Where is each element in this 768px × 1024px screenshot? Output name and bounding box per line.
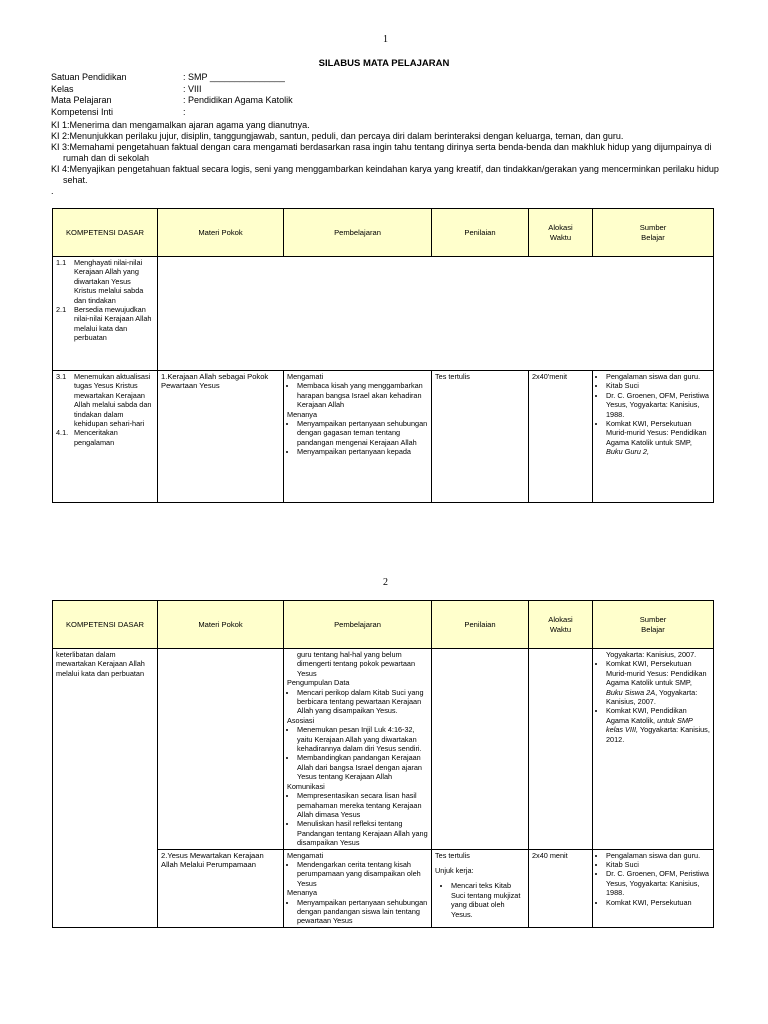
header-text: Waktu bbox=[549, 624, 572, 634]
kd-text: Menghayati nilai-nilai Kerajaan Allah yang diwartakan Yesus Kristus melalui sabda dan tindakan bbox=[74, 258, 144, 305]
source-item: • Dr. C. Groenen, OFM, Peristiwa Yesus, Yogyakarta: Kanisius, 1988. bbox=[606, 391, 710, 419]
table-row bbox=[53, 649, 714, 850]
table-header-row bbox=[53, 209, 714, 257]
source-title: untuk SMP kelas VIII, bbox=[606, 715, 693, 735]
alokasi-cell: 2x40'menit bbox=[529, 371, 593, 503]
ki-text: Memahami pengetahuan faktual dengan cara mengamati berdasarkan rasa ingin tahu tentang dirinya serta benda-benda dan makhluk hidup yang dijumpainya di bbox=[69, 142, 712, 152]
kd-number: 2.1 bbox=[56, 305, 67, 315]
activity-heading: Pengumpulan Data bbox=[287, 678, 350, 688]
activity-item: • Menuliskan hasil refleksi tentang Pandangan tentang Kerajaan Allah yang disampaikan Yesus bbox=[297, 819, 428, 847]
activity-heading: Menanya bbox=[287, 409, 318, 419]
empty-cell bbox=[158, 257, 714, 371]
source-text: , Yogyakarta: Kanisius, 2007. bbox=[606, 687, 698, 707]
header-alokasi-waktu bbox=[529, 601, 593, 649]
activity-item: • Membandingkan pandangan Kerajaan Allah dari bangsa Israel dengan ajaran Yesus tentang Kerajaan Allah bbox=[297, 753, 428, 781]
syllabus-table-page-1 bbox=[52, 208, 714, 503]
meta-value: : VIII bbox=[183, 83, 202, 94]
materi-cell: 1.Kerajaan Allah sebagai Pokok Pewartaan Yesus bbox=[158, 371, 284, 503]
source-text: Yogyakarta: Kanisius, 2012. bbox=[606, 725, 710, 744]
source-text: Komkat KWI, Persekutuan Murid-murid Yesus: Pendidikan Agama Katolik untuk SMP, bbox=[606, 419, 707, 447]
header-pembelajaran: Pembelajaran bbox=[284, 601, 432, 649]
page-number: 2 bbox=[383, 577, 388, 588]
materi-cell bbox=[158, 649, 284, 850]
ki-label: KI 4: bbox=[51, 164, 70, 174]
header-sumber-belajar bbox=[593, 209, 714, 257]
source-item: • Kitab Suci bbox=[606, 381, 710, 390]
penilaian-cell bbox=[432, 849, 529, 927]
trailing-dot: . bbox=[51, 186, 54, 196]
header-text: Alokasi bbox=[548, 223, 573, 232]
meta-key: Satuan Pendidikan bbox=[51, 72, 127, 82]
header-sumber-belajar bbox=[593, 601, 714, 649]
ki-label: KI 1: bbox=[51, 120, 70, 130]
meta-value: : SMP _______________ bbox=[183, 72, 285, 82]
meta-key: Mata Pelajaran bbox=[51, 95, 112, 105]
source-text: Komkat KWI, Pendidikan Agama Katolik, bbox=[606, 706, 687, 725]
pembelajaran-cell bbox=[284, 371, 432, 503]
kd-number: 1.1 bbox=[56, 258, 67, 267]
kd-cell bbox=[53, 371, 158, 503]
ki-continuation: sehat. bbox=[63, 175, 88, 185]
source-title: Buku Guru 2, bbox=[606, 447, 649, 457]
assessment-type: Tes tertulis bbox=[435, 850, 470, 860]
meta-value: : bbox=[183, 106, 186, 117]
document-title: SILABUS MATA PELAJARAN bbox=[318, 58, 450, 69]
penilaian-cell: Tes tertulis bbox=[432, 371, 529, 503]
page-2 bbox=[0, 560, 768, 1024]
activity-item: • Menyampaikan pertanyaan kepada bbox=[297, 447, 428, 456]
sumber-cell bbox=[593, 649, 714, 850]
ki-item bbox=[51, 131, 731, 142]
kompetensi-inti-list bbox=[51, 120, 731, 197]
pembelajaran-cell bbox=[284, 849, 432, 927]
kd-cell bbox=[53, 257, 158, 371]
source-item: • Kitab Suci bbox=[606, 860, 710, 869]
source-item bbox=[606, 419, 710, 457]
activity-heading: Mengamati bbox=[287, 850, 324, 860]
header-kompetensi-dasar: KOMPETENSI DASAR bbox=[53, 209, 158, 257]
activity-item: • Membaca kisah yang menggambarkan harapan bangsa Israel akan kehadiran Kerajaan Allah bbox=[297, 381, 428, 409]
header-text: Waktu bbox=[549, 232, 572, 242]
header-penilaian: Penilaian bbox=[432, 601, 529, 649]
assessment-item: • Mencari teks Kitab Suci tentang mukjizat yang dibuat oleh Yesus. bbox=[451, 881, 525, 919]
header-text: Sumber bbox=[639, 615, 667, 624]
activity-heading: Asosiasi bbox=[287, 715, 315, 725]
header-materi-pokok: Materi Pokok bbox=[158, 601, 284, 649]
kd-text: Menemukan aktualisasi tugas Yesus Kristus mewartakan Kerajaan Allah melalui sabda dan tindakan dalam kehidupan sehari-hari bbox=[74, 372, 152, 429]
kd-text: Bersedia mewujudkan nilai-nilai Kerajaan Allah melalui kata dan perbuatan bbox=[74, 305, 152, 343]
activity-continuation: guru tentang hal-hal yang belum dimengerti tentang pokok pewartaan Yesus bbox=[297, 650, 416, 678]
header-text: Belajar bbox=[641, 624, 665, 634]
page-number: 1 bbox=[383, 34, 388, 45]
meta-key: Kompetensi Inti bbox=[51, 106, 114, 117]
header-kompetensi-dasar: KOMPETENSI DASAR bbox=[53, 601, 158, 649]
activity-heading: Komunikasi bbox=[287, 781, 325, 791]
meta-value: : Pendidikan Agama Katolik bbox=[183, 95, 293, 105]
ki-item bbox=[51, 142, 731, 153]
header-materi-pokok: Materi Pokok bbox=[158, 209, 284, 257]
activity-item: • Mencari perikop dalam Kitab Suci yang berbicara tentang pewartaan Kerajaan Allah yang disampaikan Yesus. bbox=[297, 688, 428, 716]
kd-number: 4.1. bbox=[56, 428, 69, 438]
header-alokasi-waktu bbox=[529, 209, 593, 257]
source-item: • Dr. C. Groenen, OFM, Peristiwa Yesus, Yogyakarta: Kanisius, 1988. bbox=[606, 869, 710, 897]
activity-heading: Menanya bbox=[287, 888, 318, 898]
syllabus-table-page-2 bbox=[52, 600, 714, 928]
header-text: Alokasi bbox=[548, 615, 573, 624]
sumber-cell bbox=[593, 371, 714, 503]
source-item bbox=[606, 659, 710, 706]
ki-label: KI 3: bbox=[51, 142, 70, 152]
sumber-cell bbox=[593, 849, 714, 927]
document-meta bbox=[51, 72, 293, 118]
source-continuation: Yogyakarta: Kanisius, 2007. bbox=[606, 650, 697, 659]
kd-text: Menceritakan pengalaman bbox=[74, 428, 118, 447]
alokasi-cell: 2x40 menit bbox=[529, 849, 593, 927]
meta-key: Kelas bbox=[51, 83, 74, 94]
penilaian-cell bbox=[432, 649, 529, 850]
ki-text: Menyajikan pengetahuan faktual secara logis, seni yang menggambarkan keindahan karya yang kreatif, dan tindakkan/gerakan yang mencerminkan perilaku hidup bbox=[69, 164, 719, 174]
table-header-row bbox=[53, 601, 714, 649]
kd-number: 3.1 bbox=[56, 372, 67, 381]
ki-label: KI 2: bbox=[51, 131, 70, 141]
activity-heading: Mengamati bbox=[287, 372, 324, 381]
source-item: • Pengalaman siswa dan guru. bbox=[606, 372, 710, 381]
source-item: • Pengalaman siswa dan guru. bbox=[606, 851, 710, 860]
materi-cell: 2.Yesus Mewartakan Kerajaan Allah Melalui Perumpamaan bbox=[158, 849, 284, 927]
ki-item bbox=[51, 164, 731, 175]
activity-item: • Mendengarkan cerita tentang kisah perumpamaan yang disampaikan oleh Yesus bbox=[297, 860, 428, 888]
activity-item: • Mempresentasikan secara lisan hasil pemahaman mereka tentang Kerajaan Allah dimasa Yesus bbox=[297, 791, 428, 819]
activity-item: • Menyampaikan pertanyaan sehubungan dengan gagasan teman tentang pandangan mengenai Kerajaan Allah bbox=[297, 419, 428, 447]
pembelajaran-cell bbox=[284, 649, 432, 850]
table-row bbox=[53, 371, 714, 503]
activity-item: • Menyampaikan pertanyaan sehubungan dengan pandangan siswa lain tentang pewartaan Yesus bbox=[297, 898, 428, 926]
alokasi-cell bbox=[529, 649, 593, 850]
table-row bbox=[53, 257, 714, 371]
ki-text: Menerima dan mengamalkan ajaran agama yang dianutnya. bbox=[69, 120, 310, 130]
header-text: Belajar bbox=[641, 232, 665, 242]
header-penilaian: Penilaian bbox=[432, 209, 529, 257]
header-pembelajaran: Pembelajaran bbox=[284, 209, 432, 257]
assessment-type: Unjuk kerja: bbox=[435, 865, 474, 875]
source-text: Komkat KWI, Persekutuan Murid-murid Yesus: Pendidikan Agama Katolik untuk SMP, bbox=[606, 659, 707, 688]
ki-text: Menunjukkan perilaku jujur, disiplin, tanggungjawab, santun, peduli, dan percaya diri dalam berinteraksi dengan keluarga, teman, dan guru. bbox=[69, 131, 624, 141]
source-title: Buku Siswa 2A bbox=[606, 687, 656, 697]
ki-continuation: rumah dan di sekolah bbox=[63, 153, 150, 163]
source-item: • Komkat KWI, Persekutuan bbox=[606, 898, 710, 907]
source-item bbox=[606, 706, 710, 744]
kd-cell: keterlibatan dalam mewartakan Kerajaan Allah melalui kata dan perbuatan bbox=[53, 649, 158, 928]
activity-item: • Menemukan pesan Injil Luk 4:16-32, yaitu Kerajaan Allah yang diwartakan kehadirannya dalam diri Yesus sendiri. bbox=[297, 725, 428, 753]
header-text: Sumber bbox=[639, 223, 667, 232]
ki-item bbox=[51, 120, 731, 131]
